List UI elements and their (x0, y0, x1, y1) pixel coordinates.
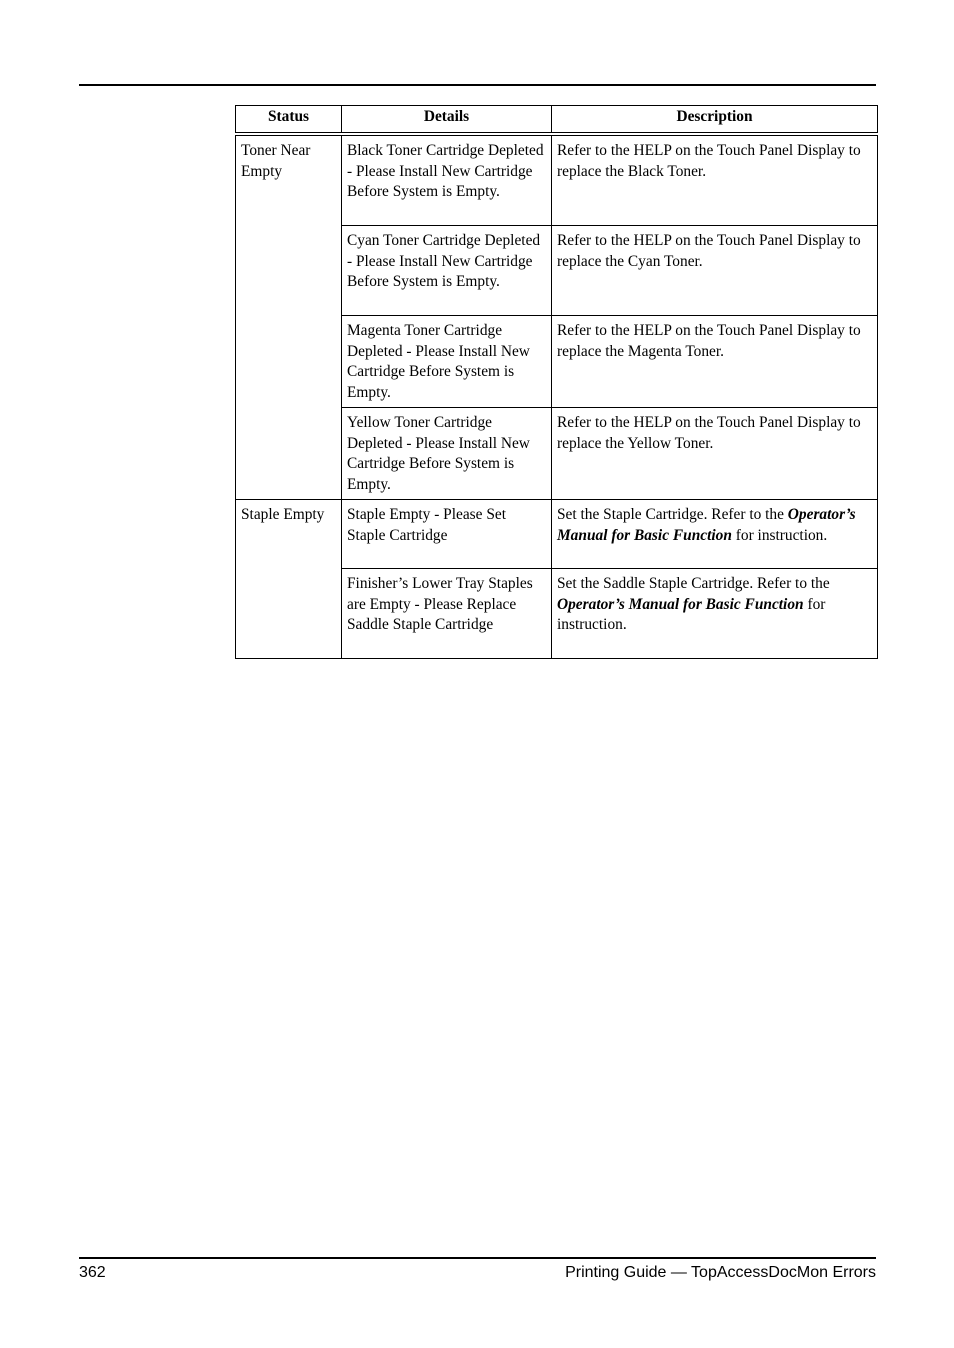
description-cell: Refer to the HELP on the Touch Panel Display to replace the Black Toner. (552, 134, 878, 226)
error-status-table (235, 105, 878, 659)
footer-rule (79, 1257, 876, 1259)
details-cell: Cyan Toner Cartridge Depleted - Please Install New Cartridge Before System is Empty. (342, 226, 552, 316)
page-number: 362 (79, 1264, 106, 1281)
description-cell (552, 569, 878, 659)
status-cell: Toner Near Empty (236, 134, 342, 500)
status-cell: Staple Empty (236, 500, 342, 659)
column-header-description: Description (552, 106, 878, 135)
manual-reference: Operator’s Manual for Basic Function (557, 595, 804, 613)
details-cell: Finisher’s Lower Tray Staples are Empty - Please Replace Saddle Staple Cartridge (342, 569, 552, 659)
details-cell: Magenta Toner Cartridge Depleted - Please Install New Cartridge Before System is Empty. (342, 316, 552, 408)
running-title: Printing Guide — TopAccessDocMon Errors (565, 1264, 876, 1281)
column-header-details: Details (342, 106, 552, 135)
column-header-status: Status (236, 106, 342, 135)
description-cell: Refer to the HELP on the Touch Panel Display to replace the Cyan Toner. (552, 226, 878, 316)
table-header-row (236, 106, 878, 135)
manual-reference: Operator’s Manual for Basic Function (557, 506, 856, 544)
description-text: Set the Saddle Staple Cartridge. Refer to the (557, 575, 830, 592)
description-text: Set the Staple Cartridge. Refer to the (557, 506, 788, 523)
table-row (236, 500, 878, 569)
description-cell: Refer to the HELP on the Touch Panel Display to replace the Yellow Toner. (552, 408, 878, 500)
header-rule (79, 84, 876, 86)
description-text: for instruction. (557, 595, 826, 633)
description-text: for instruction. (731, 526, 828, 544)
details-cell: Yellow Toner Cartridge Depleted - Please Install New Cartridge Before System is Empty. (342, 408, 552, 500)
details-cell: Staple Empty - Please Set Staple Cartridge (342, 500, 552, 569)
details-cell: Black Toner Cartridge Depleted - Please Install New Cartridge Before System is Empty. (342, 134, 552, 226)
table-row (236, 134, 878, 226)
description-cell (552, 500, 878, 569)
description-cell: Refer to the HELP on the Touch Panel Display to replace the Magenta Toner. (552, 316, 878, 408)
